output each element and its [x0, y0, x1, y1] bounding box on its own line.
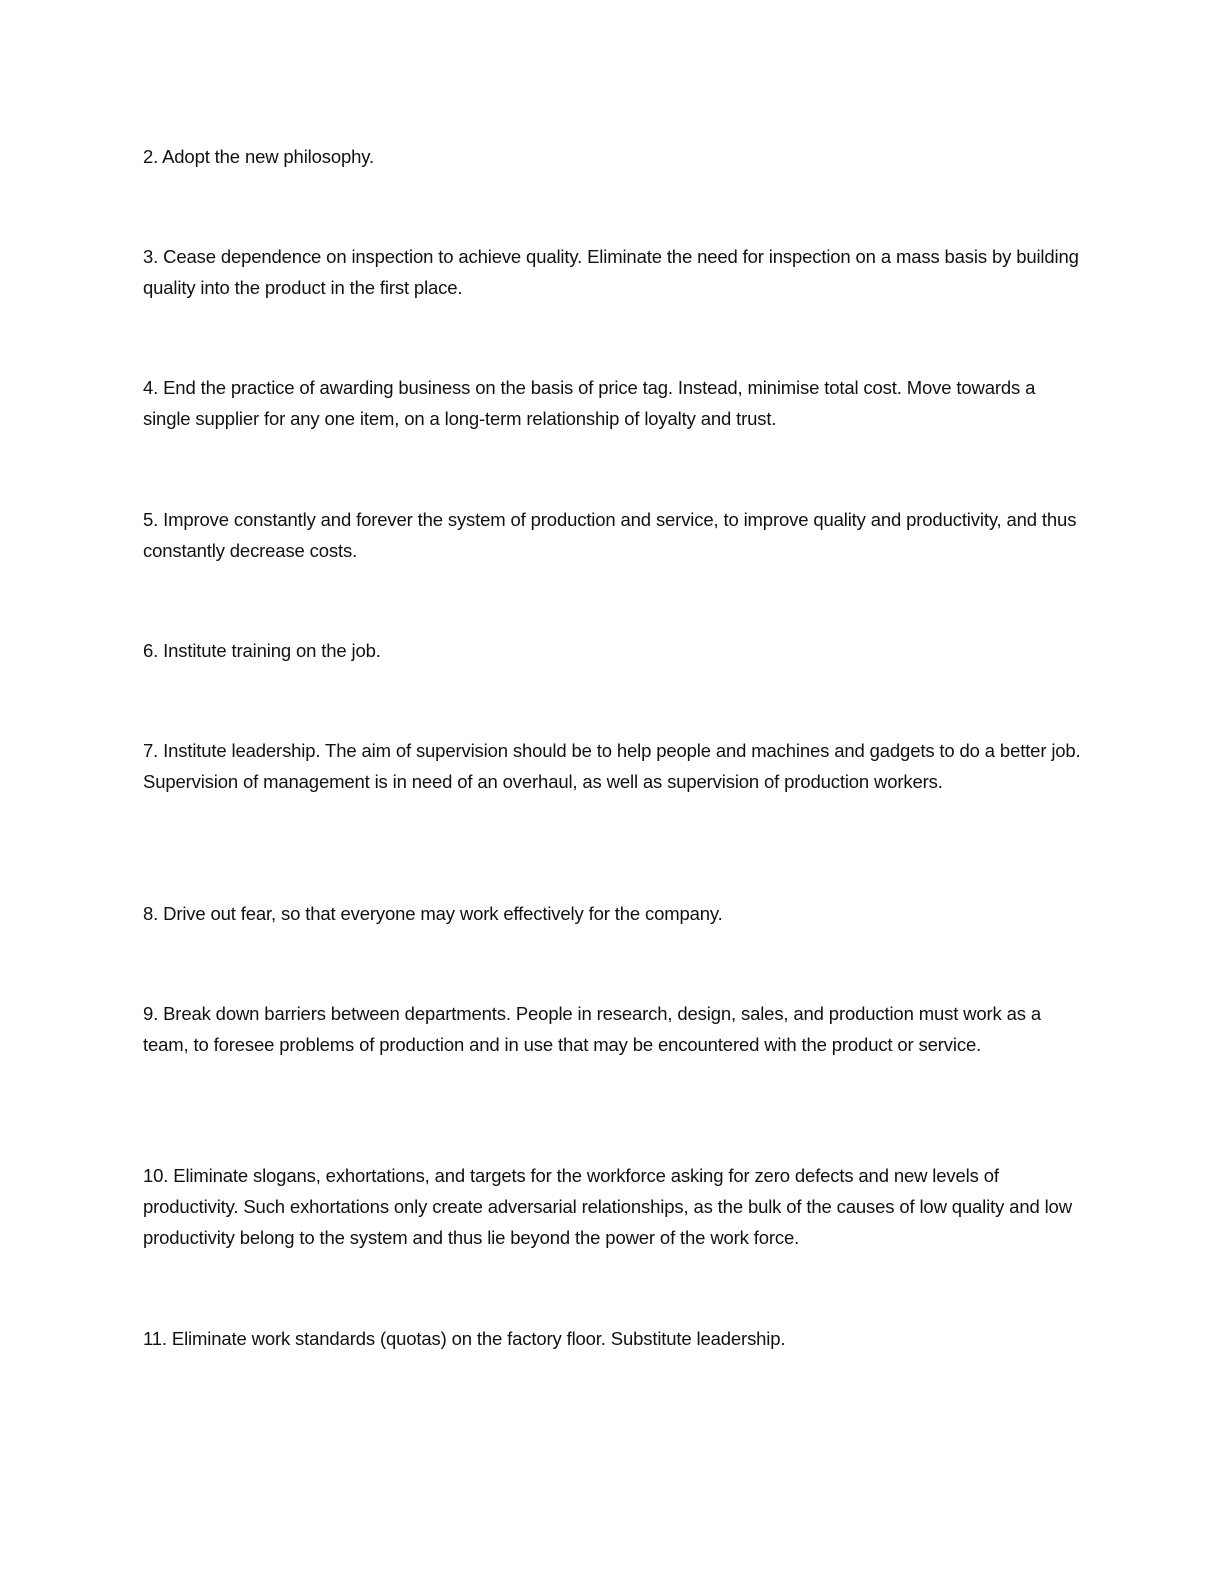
- list-item: 7. Institute leadership. The aim of supervision should be to help people and machines and gadgets to do a better job. Supervision of management is in need of an overhaul, as well as supervision of production workers.: [143, 740, 1081, 792]
- list-item: 6. Institute training on the job.: [143, 640, 381, 661]
- list-item: 2. Adopt the new philosophy.: [143, 146, 374, 167]
- list-item: 3. Cease dependence on inspection to achieve quality. Eliminate the need for inspection on a mass basis by building quality into the product in the first place.: [143, 246, 1079, 298]
- list-item: 5. Improve constantly and forever the system of production and service, to improve quality and productivity, and thus constantly decrease costs.: [143, 509, 1077, 561]
- list-item: 10. Eliminate slogans, exhortations, and targets for the workforce asking for zero defects and new levels of productivity. Such exhortations only create adversarial relationships, as the bulk of the causes of low quality and low productivity belong to the system and thus lie beyond the power of the work force.: [143, 1165, 1072, 1248]
- list-item: 11. Eliminate work standards (quotas) on the factory floor. Substitute leadership.: [143, 1328, 786, 1349]
- list-item: 9. Break down barriers between departments. People in research, design, sales, and production must work as a team, to foresee problems of production and in use that may be encountered with the product or service.: [143, 1003, 1041, 1055]
- list-item: 4. End the practice of awarding business on the basis of price tag. Instead, minimise total cost. Move towards a single supplier for any one item, on a long-term relationship of loyalty and trust.: [143, 377, 1036, 429]
- list-item: 8. Drive out fear, so that everyone may work effectively for the company.: [143, 903, 723, 924]
